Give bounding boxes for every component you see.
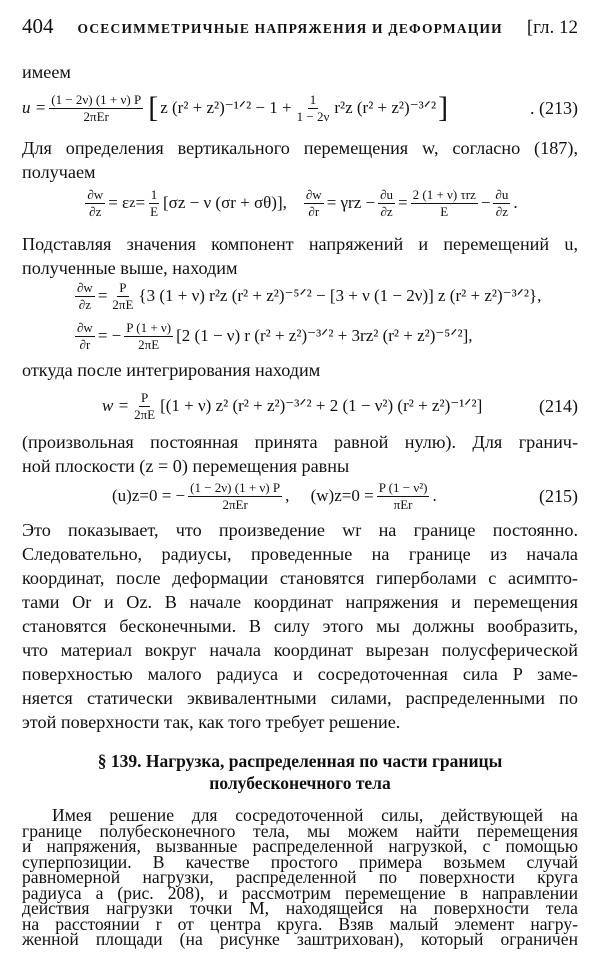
text-line: что материал вокруг начала координат вырезан полусферической bbox=[22, 640, 578, 660]
equation-dwdr bbox=[22, 316, 578, 356]
text-line: Подставляя значения компонент напряжений и перемещений u, bbox=[22, 234, 578, 254]
text-line: женной площади (на рисунке заштрихован), который ограничен bbox=[22, 929, 578, 949]
text-line: получаем bbox=[22, 162, 96, 182]
text-line: Имея решение для сосредоточенной силы, действующей на bbox=[52, 805, 578, 825]
denominator: πEr bbox=[393, 496, 413, 512]
text-line: ной плоскости (z = 0) перемещения равны bbox=[22, 456, 350, 476]
numerator: 1 bbox=[309, 91, 317, 107]
section-heading: § 139. Нагрузка, распределенная по части границы bbox=[97, 751, 503, 771]
eq-text: = bbox=[97, 286, 108, 305]
numerator: (1 − 2ν) (1 + ν) P bbox=[190, 479, 281, 495]
denominator: 2πEr bbox=[222, 496, 248, 512]
denominator: ∂z bbox=[380, 203, 393, 219]
denominator: E bbox=[440, 203, 449, 219]
denominator: E bbox=[150, 203, 159, 219]
numerator: (1 − 2ν) (1 + ν) P bbox=[51, 91, 142, 107]
denominator: ∂z bbox=[495, 203, 508, 219]
denominator: ∂z bbox=[78, 296, 91, 312]
text-line: суперпозиции. В качестве простого примера возьмем случай bbox=[22, 851, 578, 872]
denominator: 2πEr bbox=[83, 108, 109, 124]
text-line: Для определения вертикального перемещения w, согласно (187), bbox=[22, 138, 578, 158]
eq-text: z (r² + z²)⁻¹ᐟ² − 1 + bbox=[160, 98, 292, 117]
eq-text: = − bbox=[97, 326, 122, 345]
text-line: границе полубесконечного тела, мы можем найти перемещения bbox=[22, 820, 578, 841]
fraction bbox=[378, 188, 395, 218]
eq-text: − bbox=[480, 193, 491, 212]
fraction bbox=[493, 188, 510, 218]
equation-213 bbox=[22, 86, 578, 130]
equation-215 bbox=[22, 474, 578, 518]
eq-text: . bbox=[513, 193, 518, 212]
equation-number: (215) bbox=[539, 485, 578, 506]
text-line: равномерной нагрузки, распределенной по поверхности круга bbox=[22, 867, 578, 887]
fraction bbox=[295, 93, 332, 123]
text-line: на расстоянии r от центра круга. Взяв малый элемент нагру- bbox=[22, 913, 578, 934]
equation-strain bbox=[22, 180, 578, 226]
text-line: этой поверхности так, как того требует решение. bbox=[22, 712, 401, 732]
section-heading: полубесконечного тела bbox=[209, 773, 391, 793]
eq-text: = ε bbox=[108, 193, 130, 212]
eq-text: u = bbox=[22, 98, 47, 117]
denominator: 2πE bbox=[138, 336, 160, 352]
numerator: P bbox=[119, 279, 127, 295]
text-line: поверхностью малого радиуса и сосредоточенная сила P заме- bbox=[22, 664, 578, 684]
text-line: няется статически эквивалентными силами, распределенными по bbox=[22, 688, 578, 708]
equation-214 bbox=[22, 384, 578, 428]
eq-text: . bbox=[432, 486, 437, 505]
eq-text: [σz − ν (σr + σθ)], bbox=[163, 193, 287, 212]
fraction bbox=[411, 188, 478, 218]
text-line: координат, после деформации становятся гиперболами с асимпто- bbox=[22, 568, 578, 588]
eq-text: = bbox=[398, 193, 408, 212]
text-line: полученные выше, находим bbox=[22, 258, 238, 278]
numerator: P bbox=[140, 389, 149, 405]
denominator: ∂z bbox=[89, 203, 102, 219]
text-line: и напряжения, вызванные распределенной нагрузкой, с помощью bbox=[22, 836, 578, 856]
running-title: ОСЕСИММЕТРИЧНЫЕ НАПРЯЖЕНИЯ И ДЕФОРМАЦИИ bbox=[77, 21, 503, 36]
eq-text: , (w)z=0 = bbox=[285, 486, 374, 505]
eq-text: (u)z=0 = − bbox=[112, 486, 186, 505]
fraction bbox=[377, 481, 430, 511]
denominator: ∂r bbox=[308, 203, 320, 219]
text-line: тами Or и Oz. В начале координат напряжения и перемещения bbox=[22, 592, 578, 612]
fraction bbox=[110, 281, 135, 311]
text-line: имеем bbox=[22, 62, 71, 82]
bracket-open: [ bbox=[148, 91, 159, 124]
fraction bbox=[75, 281, 95, 311]
numerator: P (1 − ν²) bbox=[378, 479, 428, 495]
denominator: 2πE bbox=[112, 296, 134, 312]
fraction bbox=[304, 188, 324, 218]
equation-number: (214) bbox=[539, 395, 578, 416]
eq-text: [(1 + ν) z² (r² + z²)⁻³ᐟ² + 2 (1 − ν²) (r² + z²)⁻¹ᐟ²] bbox=[160, 396, 483, 415]
numerator: ∂w bbox=[77, 319, 93, 335]
text-line: Это показывает, что произведение wr на границе постоянно. bbox=[22, 520, 578, 540]
text-line: (произвольная постоянная принята равной нулю). Для гранич- bbox=[22, 432, 578, 452]
equation-dwdz bbox=[22, 276, 578, 316]
text-line: действия нагрузки точки M, находящейся на поверхности тела bbox=[22, 898, 578, 918]
page-header bbox=[22, 14, 578, 44]
denominator: 2πE bbox=[134, 406, 156, 422]
numerator: ∂w bbox=[305, 186, 322, 202]
fraction bbox=[49, 93, 143, 123]
fraction bbox=[148, 188, 160, 218]
numerator: 1 bbox=[150, 186, 158, 202]
eq-sub: z bbox=[129, 194, 136, 211]
eq-text: = γrz − bbox=[326, 193, 376, 212]
numerator: ∂w bbox=[87, 186, 104, 202]
chapter-ref: [гл. 12 bbox=[526, 17, 578, 38]
bracket-close: ] bbox=[438, 91, 449, 124]
text-line: становятся бесконечными. В силу этого мы должны вообразить, bbox=[22, 616, 578, 636]
numerator: P (1 + ν) bbox=[126, 319, 172, 335]
text-line: откуда после интегрирования находим bbox=[22, 360, 321, 380]
text-line: Следовательно, радиусы, проведенные на границе из начала bbox=[22, 544, 578, 564]
numerator: ∂w bbox=[77, 279, 93, 295]
denominator: ∂r bbox=[79, 336, 91, 352]
fraction bbox=[85, 188, 105, 218]
fraction bbox=[132, 391, 157, 421]
eq-text: r²z (r² + z²)⁻³ᐟ² bbox=[334, 98, 437, 117]
numerator: ∂u bbox=[495, 186, 509, 202]
numerator: ∂u bbox=[380, 186, 394, 202]
eq-text: {3 (1 + ν) r²z (r² + z²)⁻⁵ᐟ² − [3 + ν (1 − 2ν)] z (r² + z²)⁻³ᐟ²}, bbox=[138, 286, 542, 305]
numerator: 2 (1 + ν) τrz bbox=[412, 186, 476, 202]
page-number: 404 bbox=[22, 14, 54, 38]
fraction bbox=[188, 481, 282, 511]
fraction bbox=[124, 321, 173, 351]
denominator: 1 − 2ν bbox=[296, 108, 330, 124]
fraction bbox=[75, 321, 95, 351]
eq-text: [2 (1 − ν) r (r² + z²)⁻³ᐟ² + 3rz² (r² + z²)⁻⁵ᐟ²], bbox=[176, 326, 473, 345]
eq-text: = bbox=[135, 193, 146, 212]
eq-text: w = bbox=[102, 396, 130, 415]
equation-number: . (213) bbox=[530, 97, 578, 118]
text-line: радиуса a (рис. 208), и рассмотрим перемещение в направлении bbox=[22, 882, 578, 903]
